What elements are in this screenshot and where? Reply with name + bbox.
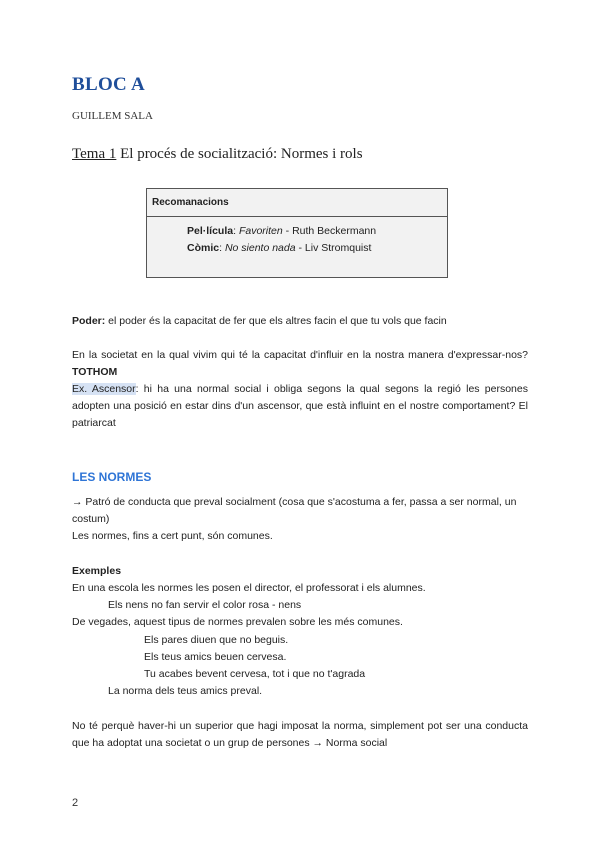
recommendations-heading: Recomanacions [147,189,447,217]
comic-label: Còmic [187,242,220,254]
poder-paragraph [72,313,528,330]
example-line: Els teus amics beuen cervesa. [144,651,287,663]
topic-heading [72,146,363,163]
society-answer: TOTHOM [72,366,118,378]
section-heading: LES NORMES [72,470,152,484]
comic-recommendation: Còmic: No siento nada - Liv Stromquist [187,242,372,254]
document-title: BLOC A [72,74,146,95]
poder-text: el poder és la capacitat de fer que els altres facin el que tu vols que facin [105,315,447,327]
normes-definition: → Patró de conducta que preval socialment (cosa que s'acostuma a fer, passa a ser normal, un costum) [72,496,517,525]
society-paragraph [72,347,528,381]
example-line: La norma dels teus amics preval. [108,685,263,697]
topic-number: Tema 1 [72,146,117,162]
recommendations-box [146,188,448,278]
author-name: GUILLEM SALA [72,110,153,122]
film-recommendation: Pel·lícula: Favoriten - Ruth Beckermann [187,225,377,237]
film-title: Favoriten [238,225,283,237]
topic-title: El procés de socialització: Normes i rols [116,146,363,162]
example-text: : hi ha una normal social i obliga segons la qual segons la regió les persones adopten una posició en estar dins d'un ascensor, que està influint en el nostre comportament? El patriarcat [72,383,528,429]
example-paragraph [72,381,528,432]
society-text: En la societat en la qual vivim qui té la capacitat d'influir en la nostra manera d'expressar-nos? [72,349,528,361]
example-line: Els nens no fan servir el color rosa - nens [108,599,302,611]
poder-label: Poder: [72,315,106,327]
example-line: En una escola les normes les posen el director, el professorat i els alumnes. [72,582,426,594]
film-label: Pel·lícula [187,225,234,237]
conclusion-paragraph: No té perquè haver-hi un superior que hagi imposat la norma, simplement pot ser una conducta que ha adoptat una societat o un grup de persones → Norma social [72,720,528,749]
example-line: Els pares diuen que no beguis. [144,634,289,646]
comic-author: - Liv Stromquist [295,242,372,254]
examples-heading: Exemples [72,565,122,577]
example-line: De vegades, aquest tipus de normes prevalen sobre les més comunes. [72,616,403,628]
example-label: Ex. Ascensor [72,383,136,395]
page-number: 2 [72,797,79,809]
film-author: - Ruth Beckermann [282,225,377,237]
comic-title: No siento nada [224,242,296,254]
normes-common: Les normes, fins a cert punt, són comunes. [72,530,273,542]
example-line: Tu acabes bevent cervesa, tot i que no t'agrada [144,668,366,680]
